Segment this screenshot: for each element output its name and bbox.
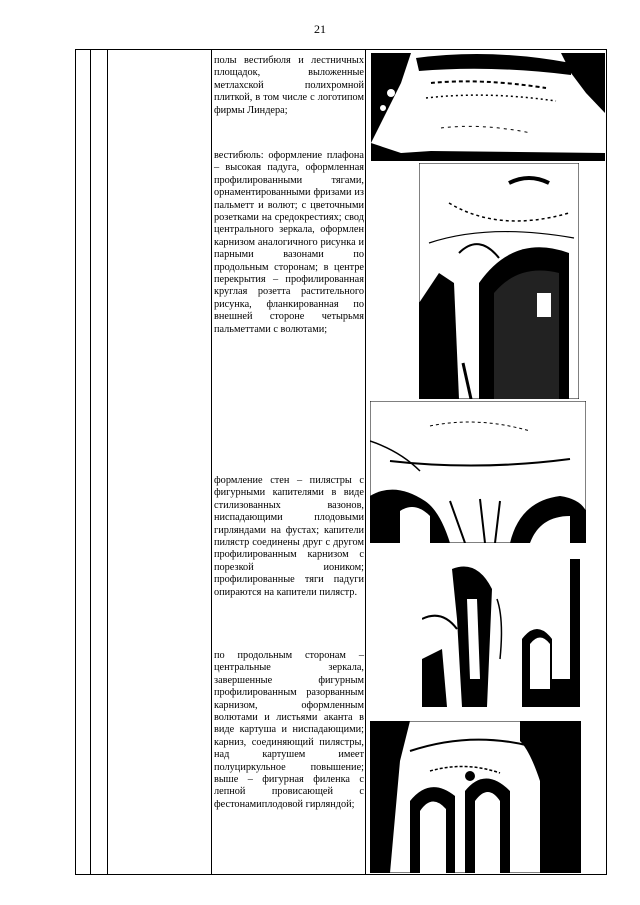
column-divider xyxy=(90,50,91,874)
column-divider xyxy=(107,50,108,874)
photo-pilaster-capitals xyxy=(422,559,580,707)
row-divider xyxy=(76,49,606,50)
photo-ceiling-rosette xyxy=(370,401,586,543)
paragraph-floors: полы вестибюля и лестничных площадок, выложенные метлахской полихромной плиткой, в том числе с логотипом фирмы Линдера; xyxy=(214,55,364,116)
photo-vestibule-ceiling-arch xyxy=(419,163,579,399)
paragraph-walls: формление стен – пилястры с фигурными капителями в виде стилизованных вазонов, ниспадающими плодовыми гирляндами на фустах; капители пилястр соединены друг с другом профилированным карнизом с порезкой иоником; профилированные тяги падуги опираются на капители пилястр. xyxy=(214,475,364,598)
paragraph-central-mirrors: по продольным сторонам – центральные зеркала, завершенные фигурным профилированным разорванным карнизом, оформленным волютами и листьями аканта в виде картуша и ниспадающими; карниз, соединяющий пилястры, над картушем имеет полуциркульное повышение; выше – фигурная филенка с лепной провисающей с фестонамиплодовой гирляндой; xyxy=(214,650,364,810)
photo-vestibule-floor-tiles xyxy=(371,53,605,161)
column-divider xyxy=(365,50,366,874)
table-frame xyxy=(75,49,607,875)
column-divider xyxy=(211,50,212,874)
page-number: 21 xyxy=(314,22,326,36)
photo-wall-cartouche xyxy=(370,721,581,873)
paragraph-vestibule-ceiling: вестибюль: оформление плафона – высокая падуга, оформленная профилированными тягами, орнаментированными фризами из пальметт и волют; с цветочными розетками на средокрестиях; свод центрального зеркала, оформлен карнизом аналогичного рисунка и парными вазонами по продольным сторонам; в центре перекрытия – профилированная круглая розетта растительного рисунка, фланкированная по внешней стороне четырьмя пальметтами с волютами; xyxy=(214,150,364,335)
